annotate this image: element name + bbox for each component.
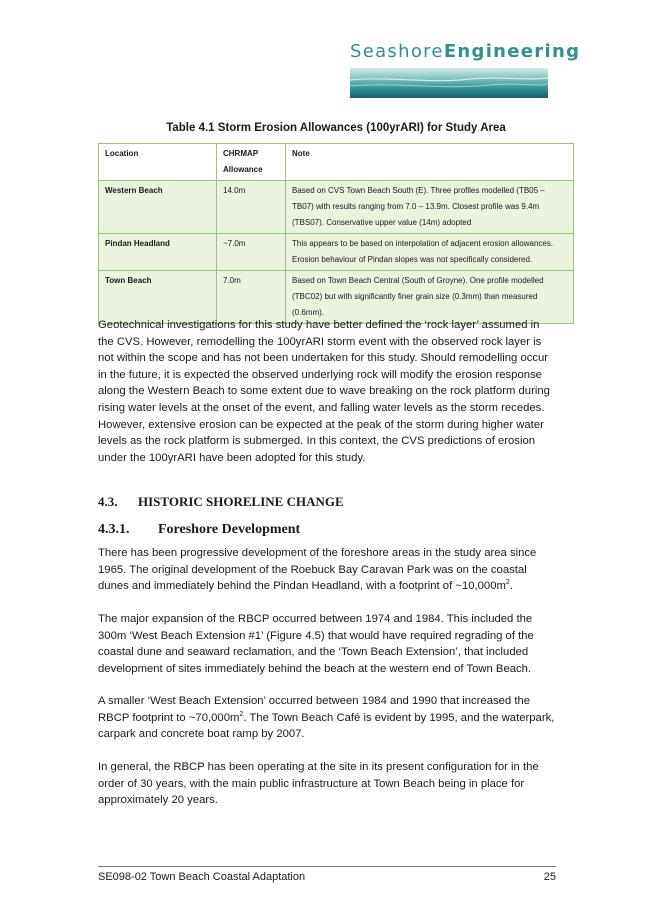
p4-text-b: . The Town Beach Café is evident by 1995, and the waterpark, carpark and concrete boat ramp by 2007.: [98, 711, 555, 741]
cell-allowance: 7.0m: [217, 271, 286, 324]
header-note: Note: [286, 144, 574, 181]
table-row: [99, 234, 574, 271]
footer-document-title: SE098-02 Town Beach Coastal Adaptation: [98, 871, 306, 883]
table-header-row: [99, 144, 574, 181]
cell-note: This appears to be based on interpolation of adjacent erosion allowances. Erosion behaviour of Pindan slopes was not specifically considered.: [286, 234, 574, 271]
subsection-number: 4.3.1.: [98, 522, 130, 537]
p2-end: .: [509, 580, 513, 593]
section-number: 4.3.: [98, 494, 118, 509]
cell-allowance: ~7.0m: [217, 234, 286, 271]
footer-divider: [98, 866, 556, 867]
paragraph-smaller-extension: [98, 693, 558, 743]
subsection-title: Foreshore Development: [158, 522, 301, 537]
erosion-allowance-table: [98, 143, 574, 324]
table-row: [99, 181, 574, 234]
cell-note: Based on CVS Town Beach South (E). Three profiles modelled (TB05 – TB07) with results ranging from 7.0 – 13.9m. Closest profile was 9.4m (TBS07). Conservative upper value (14m) adopted: [286, 181, 574, 234]
header-allowance-line2: Allowance: [223, 165, 263, 174]
table-caption: Table 4.1 Storm Erosion Allowances (100yrARI) for Study Area: [166, 122, 506, 134]
paragraph-major-expansion: The major expansion of the RBCP occurred between 1974 and 1984. This included the 300m ‘West Beach Extension #1’ (Figure 4.5) that would have required regrading of the coastal dune and seaward reclamation, and the ‘Town Beach Extension’, that included development of sites immediately behind the beach at the western end of Town Beach.: [98, 613, 534, 675]
header-allowance: [217, 144, 286, 181]
p2-superscript: 2: [505, 579, 510, 587]
cell-location: Western Beach: [99, 181, 217, 234]
section-heading: [98, 494, 344, 510]
cell-note: Based on Town Beach Central (South of Groyne). One profile modelled (TBC02) but with significantly finer grain size (0.3mm) than measured (0.6mm).: [286, 271, 574, 324]
logo-wave-graphic: [350, 68, 548, 98]
subsection-heading: [98, 522, 300, 538]
cell-allowance: 14.0m: [217, 181, 286, 234]
logo-wordmark: [350, 41, 581, 62]
section-title: HISTORIC SHORELINE CHANGE: [138, 494, 344, 509]
header-location: Location: [99, 144, 217, 181]
header-allowance-line1: CHRMAP: [223, 149, 259, 158]
cell-location: Town Beach: [99, 271, 217, 324]
page-number: 25: [543, 871, 556, 883]
logo-word-1: Seashore: [350, 41, 444, 62]
logo-word-2: Engineering: [443, 41, 581, 62]
company-logo: [350, 41, 581, 98]
paragraph-general: In general, the RBCP has been operating at the site in its present configuration for in the order of 30 years, with the main public infrastructure at Town Beach being in place for approximately 20 years.: [98, 761, 539, 807]
table-row: [99, 271, 574, 324]
p4-text-a: A smaller ‘West Beach Extension’ occurred between 1984 and 1990 that increased the RBCP footprint to ~70,000m: [98, 695, 531, 724]
p4-superscript: 2: [239, 710, 244, 718]
paragraph-geotechnical: Geotechnical investigations for this study have better defined the ‘rock layer’ assumed in the CVS. However, remodelling the 100yrARI storm event with the observed rock layer is not within the scope and has not been undertaken for this study. Should remodelling occur in the future, it is expected the observed underlying rock will modify the erosion response along the Western Beach to some extent due to wave breaking on the rock platform during rising water levels at the onset of the event, and falling water levels as the storm recedes. However, extensive erosion can be expected at the peak of the storm during higher water levels as the rock platform is submerged. In this context, the CVS predictions of erosion under the 100yrARI have been adopted for this study.: [98, 319, 550, 464]
p2-text: There has been progressive development of the foreshore areas in the study area since 1965. The original development of the Roebuck Bay Caravan Park was on the coastal dunes and immediately behind the Pindan Headland, with a footprint of ~10,000m: [98, 547, 537, 593]
paragraph-foreshore-history: [98, 545, 558, 595]
cell-location: Pindan Headland: [99, 234, 217, 271]
